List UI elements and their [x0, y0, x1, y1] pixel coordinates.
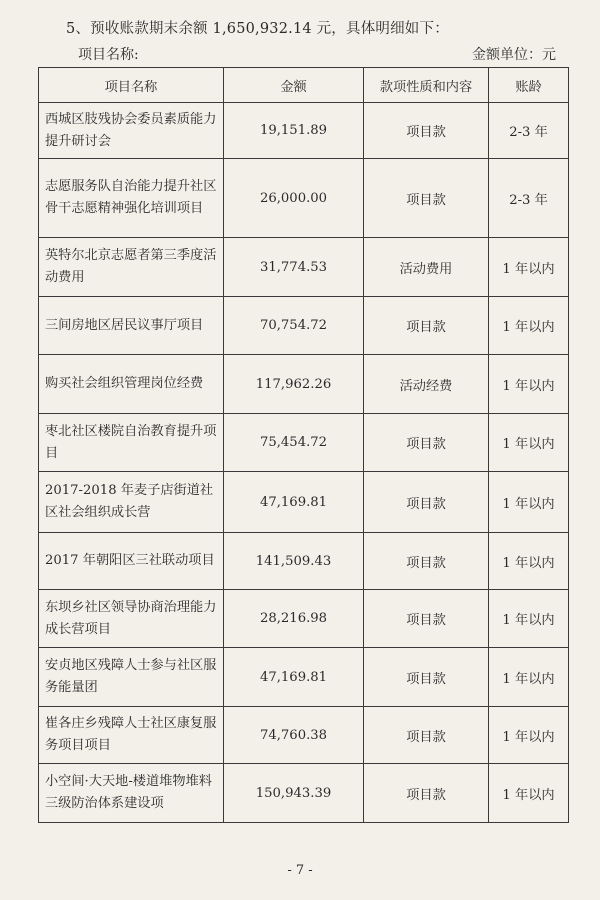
row-amount: 47,169.81	[224, 648, 364, 707]
page-number: - 7 -	[287, 863, 313, 878]
row-age: 1 年以内	[489, 648, 569, 707]
header-nature: 款项性质和内容	[364, 68, 489, 103]
row-age: 1 年以内	[489, 238, 569, 297]
row-age: 1 年以内	[489, 590, 569, 648]
table-header-row	[39, 68, 569, 103]
row-age: 1 年以内	[489, 764, 569, 823]
row-nature: 项目款	[364, 103, 489, 159]
row-project-name: 安贞地区残障人士参与社区服务能量团	[39, 648, 224, 707]
table-row	[39, 472, 569, 533]
table-row	[39, 103, 569, 159]
row-age: 2-3 年	[489, 103, 569, 159]
advance-receipts-table	[38, 67, 569, 823]
header-project-name: 项目名称	[39, 68, 224, 103]
row-amount: 74,760.38	[224, 707, 364, 764]
row-age: 1 年以内	[489, 297, 569, 355]
row-project-name: 购买社会组织管理岗位经费	[39, 355, 224, 414]
row-nature: 项目款	[364, 648, 489, 707]
table-row	[39, 590, 569, 648]
row-amount: 150,943.39	[224, 764, 364, 823]
table-row	[39, 648, 569, 707]
row-amount: 117,962.26	[224, 355, 364, 414]
row-nature: 项目款	[364, 414, 489, 472]
row-age: 1 年以内	[489, 355, 569, 414]
table-row	[39, 414, 569, 472]
row-nature: 项目款	[364, 707, 489, 764]
row-nature: 活动经费	[364, 355, 489, 414]
table-row	[39, 297, 569, 355]
project-name-caption: 项目名称:	[78, 47, 139, 63]
row-project-name: 枣北社区楼院自治教育提升项目	[39, 414, 224, 472]
section-heading: 5、预收账款期末余额 1,650,932.14 元，具体明细如下：	[66, 21, 449, 37]
row-project-name: 2017-2018 年麦子店街道社区社会组织成长营	[39, 472, 224, 533]
row-amount: 19,151.89	[224, 103, 364, 159]
row-nature: 项目款	[364, 590, 489, 648]
row-project-name: 东坝乡社区领导协商治理能力成长营项目	[39, 590, 224, 648]
unit-caption: 金额单位：元	[472, 47, 556, 63]
row-age: 1 年以内	[489, 472, 569, 533]
row-age: 1 年以内	[489, 707, 569, 764]
row-project-name: 小空间·大天地-楼道堆物堆料三级防治体系建设项	[39, 764, 224, 823]
table-row	[39, 238, 569, 297]
row-amount: 31,774.53	[224, 238, 364, 297]
row-nature: 项目款	[364, 533, 489, 590]
row-nature: 项目款	[364, 472, 489, 533]
row-age: 1 年以内	[489, 414, 569, 472]
row-project-name: 三间房地区居民议事厅项目	[39, 297, 224, 355]
row-project-name: 英特尔北京志愿者第三季度活动费用	[39, 238, 224, 297]
row-project-name: 志愿服务队自治能力提升社区骨干志愿精神强化培训项目	[39, 159, 224, 238]
row-nature: 项目款	[364, 159, 489, 238]
row-amount: 75,454.72	[224, 414, 364, 472]
row-project-name: 西城区肢残协会委员素质能力提升研讨会	[39, 103, 224, 159]
row-project-name: 2017 年朝阳区三社联动项目	[39, 533, 224, 590]
row-amount: 28,216.98	[224, 590, 364, 648]
table-row	[39, 764, 569, 823]
row-amount: 70,754.72	[224, 297, 364, 355]
row-amount: 47,169.81	[224, 472, 364, 533]
row-age: 2-3 年	[489, 159, 569, 238]
table-row	[39, 355, 569, 414]
row-nature: 活动费用	[364, 238, 489, 297]
row-project-name: 崔各庄乡残障人士社区康复服务项目项目	[39, 707, 224, 764]
table-row	[39, 707, 569, 764]
header-age: 账龄	[489, 68, 569, 103]
row-age: 1 年以内	[489, 533, 569, 590]
header-amount: 金额	[224, 68, 364, 103]
row-amount: 141,509.43	[224, 533, 364, 590]
row-amount: 26,000.00	[224, 159, 364, 238]
table-row	[39, 533, 569, 590]
row-nature: 项目款	[364, 297, 489, 355]
row-nature: 项目款	[364, 764, 489, 823]
table-row	[39, 159, 569, 238]
